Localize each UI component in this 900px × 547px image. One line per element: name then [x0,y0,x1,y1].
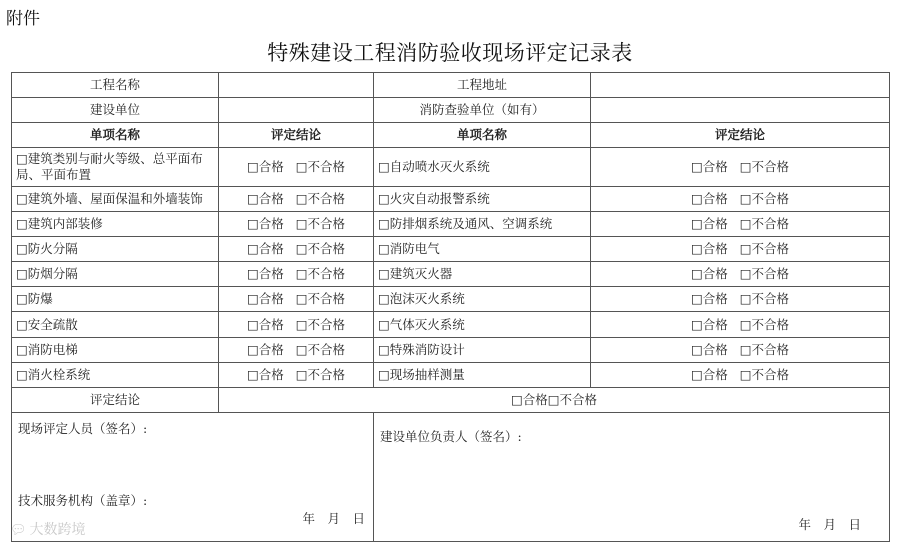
pass-checkbox[interactable]: □合格 [246,366,284,382]
item-right-8[interactable]: □特殊消防设计 [374,337,591,362]
item-right-5-result[interactable] [591,262,890,287]
item-left-9[interactable]: □消火栓系统 [12,362,219,387]
evaluator-signature-label: 现场评定人员（签名）: [18,421,148,437]
item-right-7[interactable]: □气体灭火系统 [374,312,591,337]
fail-checkbox[interactable]: □不合格 [295,316,346,332]
construction-signature-block[interactable] [374,413,890,542]
item-right-9-result[interactable] [591,362,890,387]
overall-conclusion-label: 评定结论 [12,387,219,412]
pass-checkbox[interactable]: □合格 [246,291,284,307]
item-right-9[interactable]: □现场抽样测量 [374,362,591,387]
evaluation-record-table [11,72,890,542]
item-left-4[interactable]: □防火分隔 [12,237,219,262]
project-name-label: 工程名称 [12,73,219,98]
construction-head-signature-label: 建设单位负责人（签名）: [380,429,522,445]
pass-checkbox[interactable]: □合格 [690,316,728,332]
item-left-6[interactable]: □防爆 [12,287,219,312]
item-right-5[interactable]: □建筑灭火器 [374,262,591,287]
item-left-5-result[interactable] [219,262,374,287]
fail-checkbox[interactable]: □不合格 [739,291,790,307]
fail-checkbox[interactable]: □不合格 [739,341,790,357]
attachment-label: 附件 [6,9,40,29]
item-right-2-result[interactable] [591,186,890,211]
fail-checkbox[interactable]: □不合格 [295,366,346,382]
item-right-4-result[interactable] [591,237,890,262]
item-left-9-result[interactable] [219,362,374,387]
construction-unit-field[interactable] [219,98,374,123]
item-right-7-result[interactable] [591,312,890,337]
fail-checkbox[interactable]: □不合格 [295,159,346,175]
fail-checkbox[interactable]: □不合格 [295,241,346,257]
pass-checkbox[interactable]: □合格 [246,341,284,357]
form-title: 特殊建设工程消防验收现场评定记录表 [267,41,633,65]
item-left-6-result[interactable] [219,287,374,312]
pass-checkbox[interactable]: □合格 [690,190,728,206]
watermark-text: 大数跨境 [29,522,86,538]
item-left-4-result[interactable] [219,237,374,262]
item-left-1[interactable]: □建筑类别与耐火等级、总平面布局、平面布置 [12,148,219,186]
pass-checkbox[interactable]: □合格 [690,366,728,382]
fail-checkbox[interactable]: □不合格 [739,190,790,206]
conclusion-header-left: 评定结论 [219,123,374,148]
pass-checkbox[interactable]: □合格 [246,190,284,206]
tech-service-seal-label: 技术服务机构（盖章）: [18,493,148,509]
item-right-6-result[interactable] [591,287,890,312]
fail-checkbox[interactable]: □不合格 [295,341,346,357]
item-left-2[interactable]: □建筑外墙、屋面保温和外墙装饰 [12,186,219,211]
fail-checkbox[interactable]: □不合格 [295,266,346,282]
item-left-8-result[interactable] [219,337,374,362]
construction-date: 年 月 日 [798,517,861,532]
pass-checkbox[interactable]: □合格 [690,241,728,257]
item-left-7-result[interactable] [219,312,374,337]
fail-checkbox[interactable]: □不合格 [739,316,790,332]
fail-checkbox[interactable]: □不合格 [739,366,790,382]
item-left-8[interactable]: □消防电梯 [12,337,219,362]
overall-pass-checkbox[interactable]: □合格 [510,392,548,408]
overall-fail-checkbox[interactable]: □不合格 [547,392,598,408]
fail-checkbox[interactable]: □不合格 [295,190,346,206]
evaluator-date: 年 月 日 [302,511,365,526]
fail-checkbox[interactable]: □不合格 [739,215,790,231]
item-left-3-result[interactable] [219,211,374,236]
fail-checkbox[interactable]: □不合格 [295,215,346,231]
pass-checkbox[interactable]: □合格 [690,159,728,175]
fail-checkbox[interactable]: □不合格 [295,291,346,307]
item-name-header-right: 单项名称 [374,123,591,148]
pass-checkbox[interactable]: □合格 [246,159,284,175]
pass-checkbox[interactable]: □合格 [246,266,284,282]
conclusion-header-right: 评定结论 [591,123,890,148]
item-right-1[interactable]: □自动喷水灭火系统 [374,148,591,186]
pass-checkbox[interactable]: □合格 [690,341,728,357]
overall-conclusion-result[interactable] [219,387,890,412]
pass-checkbox[interactable]: □合格 [246,241,284,257]
project-address-field[interactable] [591,73,890,98]
item-right-6[interactable]: □泡沫灭火系统 [374,287,591,312]
pass-checkbox[interactable]: □合格 [246,215,284,231]
pass-checkbox[interactable]: □合格 [690,215,728,231]
pass-checkbox[interactable]: □合格 [690,291,728,307]
pass-checkbox[interactable]: □合格 [690,266,728,282]
item-right-2[interactable]: □火灾自动报警系统 [374,186,591,211]
item-right-3-result[interactable] [591,211,890,236]
item-right-1-result[interactable] [591,148,890,186]
item-left-2-result[interactable] [219,186,374,211]
inspection-unit-label: 消防查验单位（如有） [374,98,591,123]
fail-checkbox[interactable]: □不合格 [739,266,790,282]
item-left-3[interactable]: □建筑内部装修 [12,211,219,236]
item-left-5[interactable]: □防烟分隔 [12,262,219,287]
item-right-3[interactable]: □防排烟系统及通风、空调系统 [374,211,591,236]
pass-checkbox[interactable]: □合格 [246,316,284,332]
watermark [10,519,86,539]
project-address-label: 工程地址 [374,73,591,98]
fail-checkbox[interactable]: □不合格 [739,159,790,175]
item-left-1-result[interactable] [219,148,374,186]
speech-bubble-icon: 💬︎ [10,523,27,538]
item-right-4[interactable]: □消防电气 [374,237,591,262]
project-name-field[interactable] [219,73,374,98]
item-name-header-left: 单项名称 [12,123,219,148]
construction-unit-label: 建设单位 [12,98,219,123]
inspection-unit-field[interactable] [591,98,890,123]
item-left-7[interactable]: □安全疏散 [12,312,219,337]
fail-checkbox[interactable]: □不合格 [739,241,790,257]
item-right-8-result[interactable] [591,337,890,362]
